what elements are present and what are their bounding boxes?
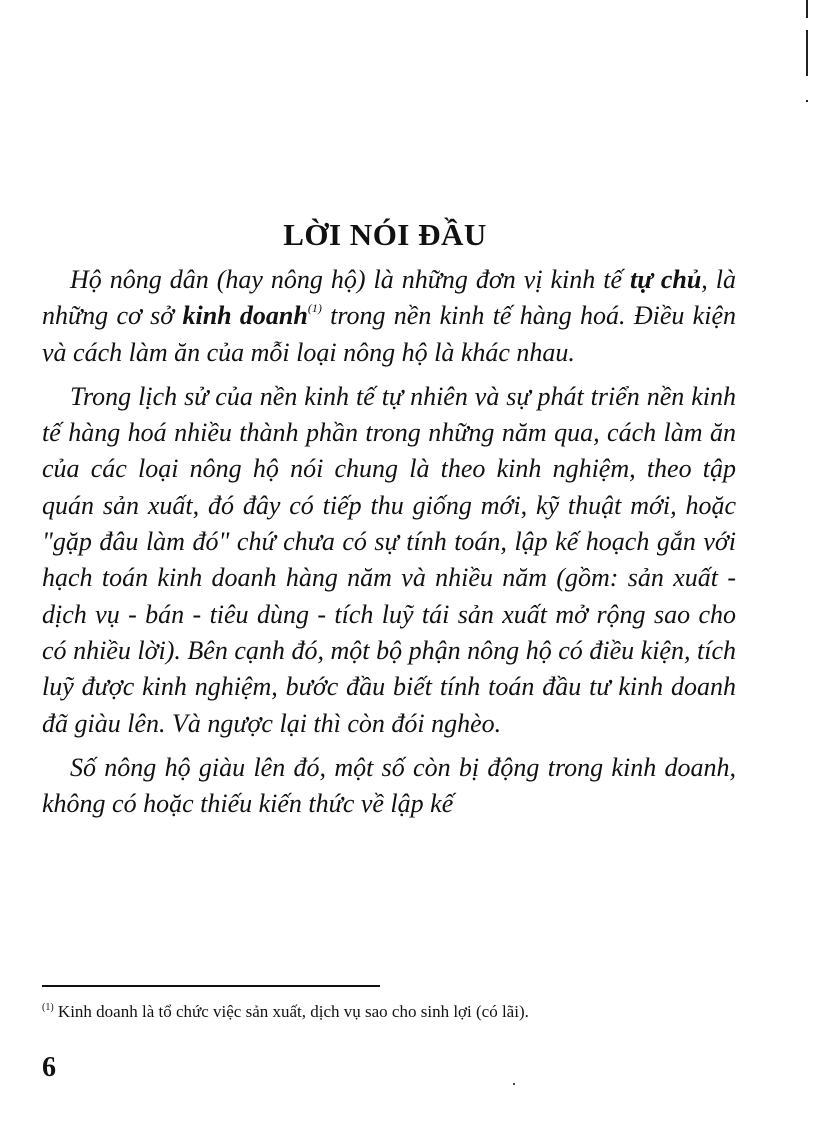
- page-title: LỜI NÓI ĐẦU: [283, 216, 487, 252]
- paragraph-2: Trong lịch sử của nền kinh tế tự nhiên và sự phát triển nền kinh tế hàng hoá nhiều thành phần trong những năm qua, cách làm ăn của các loại nông hộ nói chung là theo kinh nghiệm, theo tập quán sản xuất, đó đây có tiếp thu giống mới, kỹ thuật mới, hoặc "gặp đâu làm đó" chứ chưa có sự tính toán, lập kế hoạch gắn với hạch toán kinh doanh hàng năm và nhiều năm (gồm: sản xuất - dịch vụ - bán - tiêu dùng - tích luỹ tái sản xuất mở rộng sao cho có nhiều lời). Bên cạnh đó, một bộ phận nông hộ có điều kiện, tích luỹ được kinh nghiệm, bước đầu biết tính toán đầu tư kinh doanh đã giàu lên. Và ngược lại thì còn đói nghèo.: [42, 381, 736, 738]
- scan-edge-dot: [806, 100, 808, 102]
- body-text: [42, 262, 736, 830]
- scan-edge-mark: [806, 0, 808, 18]
- paragraph-3: Số nông hộ giàu lên đó, một số còn bị động trong kinh doanh, không có hoặc thiếu kiến thức về lập kế: [42, 752, 736, 819]
- paragraph-1: Hộ nông dân (hay nông hộ) là những đơn vị kinh tế tự chủ, là những cơ sở kinh doanh$^{(1)}$ trong nền kinh tế hàng hoá. Điều kiện và cách làm ăn của mỗi loại nông hộ là khác nhau.: [42, 265, 736, 367]
- bold-term-kinh-doanh: kinh doanh: [182, 301, 308, 331]
- footnote-reference[interactable]: (1): [307, 301, 322, 316]
- bold-term-tu-chu: tự chủ: [630, 265, 702, 294]
- footnote: [42, 1000, 742, 1024]
- footnote-divider: [42, 985, 380, 987]
- page-number: 6: [42, 1052, 56, 1083]
- scan-speck: [513, 1083, 515, 1085]
- footnote-text: Kinh doanh là tổ chức việc sản xuất, dịch vụ sao cho sinh lợi (có lãi).: [53, 1002, 529, 1021]
- scan-edge-mark: [806, 30, 808, 76]
- footnote-marker: (1): [42, 1002, 54, 1013]
